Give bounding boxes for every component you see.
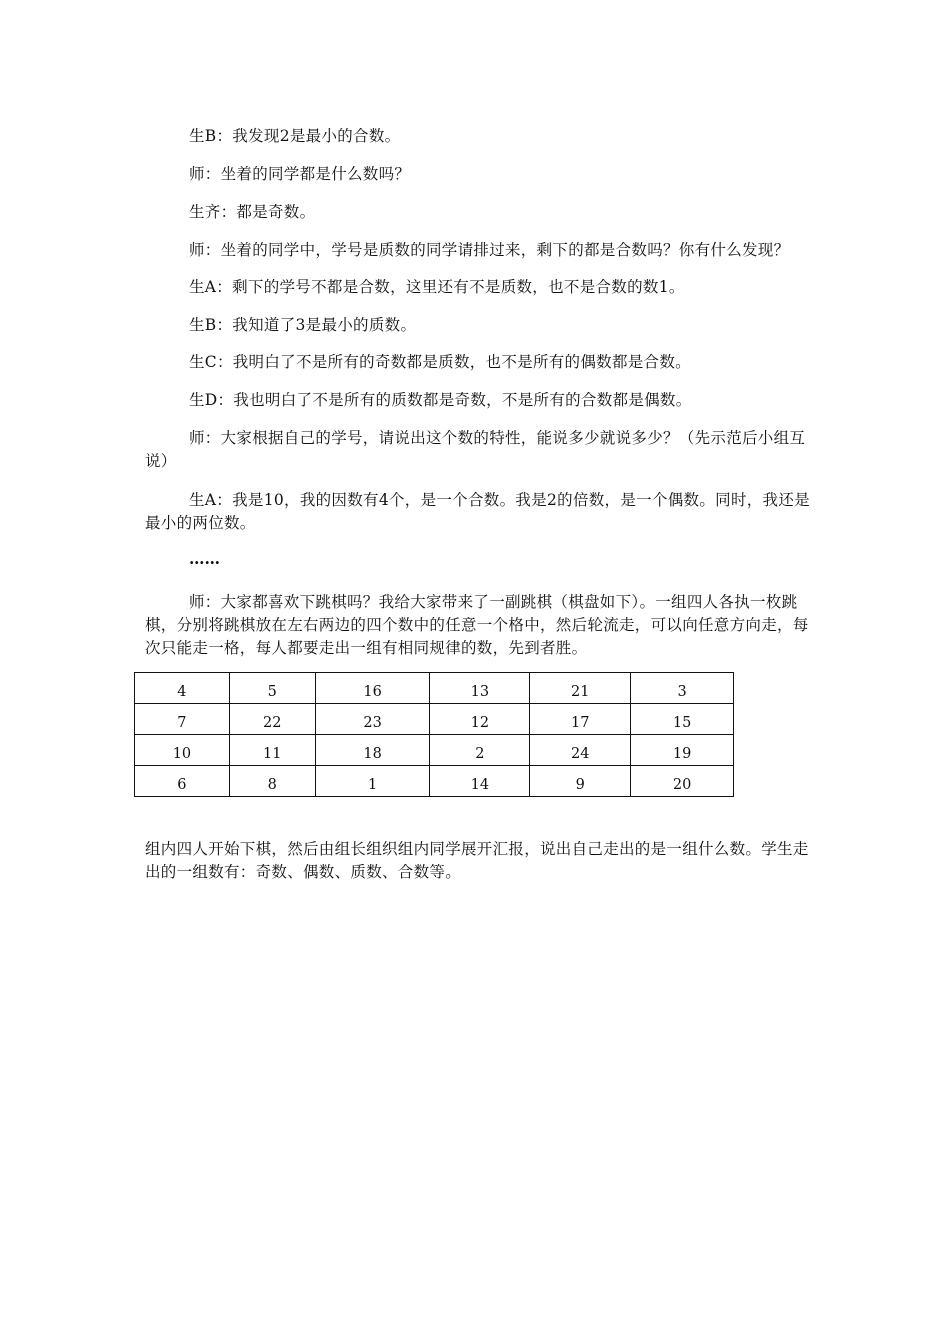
ellipsis-line: …… xyxy=(189,549,220,568)
dialogue-line: 生A：我是10，我的因数有4个，是一个合数。我是2的倍数，是一个偶数。同时，我还是最小的两位数。 xyxy=(145,491,810,532)
board-cell: 14 xyxy=(430,766,530,797)
board-cell: 8 xyxy=(229,766,315,797)
closing-paragraph: 组内四人开始下棋，然后由组长组织组内同学展开汇报，说出自己走出的是一组什么数。学生走出的一组数有：奇数、偶数、质数、合数等。 xyxy=(145,840,809,881)
board-cell: 20 xyxy=(631,766,734,797)
table-row xyxy=(135,673,734,704)
dialogue-line: 生C：我明白了不是所有的奇数都是质数，也不是所有的偶数都是合数。 xyxy=(189,353,691,371)
dialogue-line: 师：大家根据自己的学号，请说出这个数的特性，能说多少就说多少？（先示范后小组互说） xyxy=(145,429,806,470)
board-cell: 7 xyxy=(135,704,230,735)
board-cell: 18 xyxy=(315,735,430,766)
board-cell: 22 xyxy=(229,704,315,735)
table-row xyxy=(135,766,734,797)
dialogue-line: 生A：剩下的学号不都是合数，这里还有不是质数，也不是合数的数1。 xyxy=(189,278,685,296)
table-row xyxy=(135,704,734,735)
board-cell: 16 xyxy=(315,673,430,704)
board-cell: 10 xyxy=(135,735,230,766)
board-cell: 17 xyxy=(530,704,631,735)
dialogue-line: 师：大家都喜欢下跳棋吗？我给大家带来了一副跳棋（棋盘如下）。一组四人各执一枚跳棋，分别将跳棋放在左右两边的四个数中的任意一个格中，然后轮流走，可以向任意方向走，每次只能走一格，每人都要走出一组有相同规律的数，先到者胜。 xyxy=(145,593,809,657)
board-cell: 19 xyxy=(631,735,734,766)
board-cell: 11 xyxy=(229,735,315,766)
board-cell: 4 xyxy=(135,673,230,704)
board-cell: 9 xyxy=(530,766,631,797)
dialogue-line: 生D：我也明白了不是所有的质数都是奇数，不是所有的合数都是偶数。 xyxy=(189,391,692,409)
board-cell: 13 xyxy=(430,673,530,704)
checkers-board-table xyxy=(134,672,734,797)
board-cell: 12 xyxy=(430,704,530,735)
board-cell: 23 xyxy=(315,704,430,735)
board-cell: 21 xyxy=(530,673,631,704)
dialogue-line: 生B：我发现2是最小的合数。 xyxy=(189,127,401,145)
dialogue-line: 生B：我知道了3是最小的质数。 xyxy=(189,316,417,334)
table-row xyxy=(135,735,734,766)
board-cell: 3 xyxy=(631,673,734,704)
board-cell: 2 xyxy=(430,735,530,766)
board-cell: 24 xyxy=(530,735,631,766)
board-cell: 1 xyxy=(315,766,430,797)
board-cell: 5 xyxy=(229,673,315,704)
dialogue-line: 师：坐着的同学都是什么数吗？ xyxy=(189,165,411,183)
board-cell: 6 xyxy=(135,766,230,797)
dialogue-line: 师：坐着的同学中，学号是质数的同学请排过来，剩下的都是合数吗？你有什么发现？ xyxy=(189,241,790,259)
dialogue-line: 生齐：都是奇数。 xyxy=(189,203,316,221)
board-cell: 15 xyxy=(631,704,734,735)
